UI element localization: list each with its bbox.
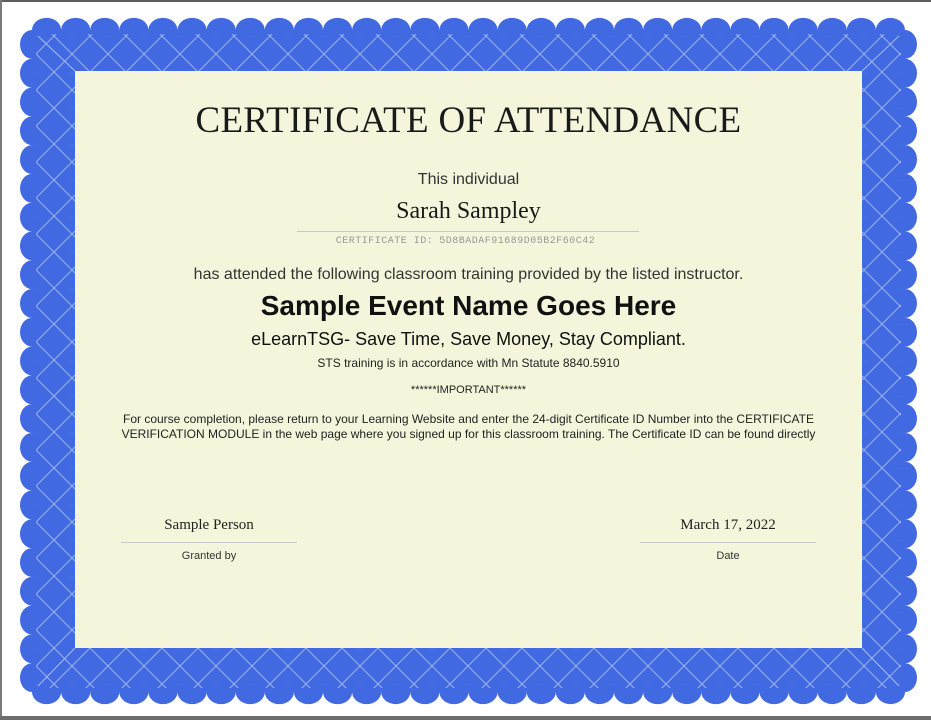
certificate-panel bbox=[75, 71, 862, 648]
statute-note: STS training is in accordance with Mn Statute 8840.5910 bbox=[317, 356, 620, 370]
tagline: eLearnTSG- Save Time, Save Money, Stay Compliant. bbox=[251, 329, 686, 349]
certificate-id-label: CERTIFICATE ID: bbox=[335, 236, 434, 247]
lead-text: This individual bbox=[417, 171, 520, 188]
certificate-id-value: 5D8BADAF91689D05B2F60C42 bbox=[439, 236, 596, 247]
date-line bbox=[640, 542, 816, 543]
important-heading: ******IMPORTANT****** bbox=[410, 384, 527, 396]
granted-by-line bbox=[121, 542, 297, 543]
granted-by-name: Sample Person bbox=[164, 517, 254, 533]
certificate-title: CERTIFICATE OF ATTENDANCE bbox=[195, 100, 742, 141]
date-value: March 17, 2022 bbox=[680, 517, 776, 533]
date-label: Date bbox=[716, 550, 740, 562]
completion-instructions: For course completion, please return to your Learning Website and enter the 24-digit Certificate ID Number into the CERTIFICATE VERIFICATION MODULE in the web page where you signed up for this classroom training. The Certificate ID can be found directly bbox=[121, 412, 816, 441]
granted-by-block bbox=[121, 517, 297, 562]
granted-by-label: Granted by bbox=[181, 550, 237, 562]
event-name: Sample Event Name Goes Here bbox=[260, 290, 677, 321]
date-block bbox=[640, 517, 816, 562]
page-bottom-edge bbox=[0, 716, 931, 720]
attendance-statement: has attended the following classroom training provided by the listed instructor. bbox=[193, 266, 744, 283]
recipient-name: Sarah Sampley bbox=[396, 198, 541, 224]
certificate-id bbox=[75, 236, 862, 247]
recipient-underline bbox=[297, 231, 639, 232]
